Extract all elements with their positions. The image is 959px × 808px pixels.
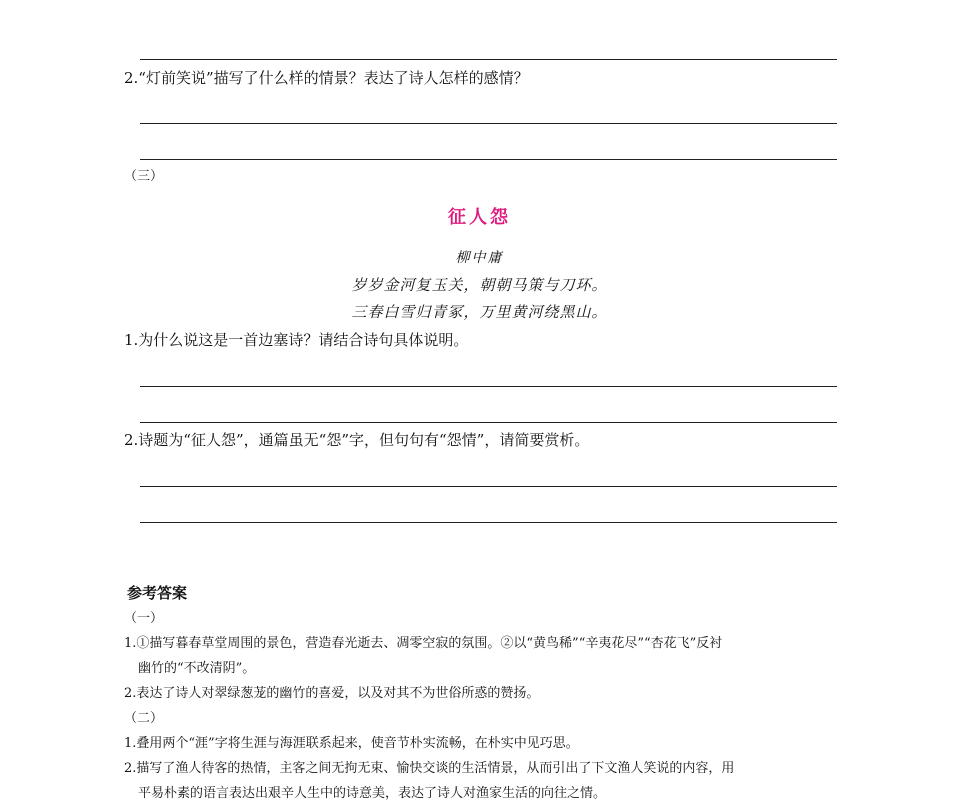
answer-line — [140, 522, 837, 523]
answer-line — [140, 159, 837, 160]
question-part3-q2: 2.诗题为“征人怨”，通篇虽无“怨”字，但句句有“怨情”，请简要赏析。 — [124, 431, 590, 449]
poem-line-2: 三春白雪归青冢，万里黄河绕黑山。 — [351, 303, 608, 321]
answer-line-text: 1.叠用两个“涯”字将生涯与海涯联系起来，使音节朴实流畅，在朴实中见巧思。 — [124, 736, 579, 751]
answer-line-text: 2.描写了渔人待客的热情，主客之间无拘无束、愉快交谈的生活情景，从而引出了下文渔人笑说的内容，用 — [124, 761, 735, 776]
poem-line-1: 岁岁金河复玉关，朝朝马策与刀环。 — [351, 276, 608, 294]
answer-line-text: 2.表达了诗人对翠绿葱茏的幽竹的喜爱，以及对其不为世俗所惑的赞扬。 — [124, 686, 540, 701]
answer-line — [140, 59, 837, 60]
section-label-3: （三） — [124, 169, 164, 184]
answer-line-text: 平易朴素的语言表达出艰辛人生中的诗意美，表达了诗人对渔家生活的向往之情。 — [138, 786, 607, 801]
answer-line — [140, 386, 837, 387]
poem-author: 柳中庸 — [455, 250, 504, 266]
poem-title: 征人怨 — [448, 207, 511, 228]
answer-line-text: 幽竹的“不改清阴”。 — [138, 661, 256, 676]
answers-part2-label: （二） — [124, 711, 164, 726]
answers-part1-label: （一） — [124, 611, 164, 626]
answer-line — [140, 422, 837, 423]
answers-heading: 参考答案 — [127, 584, 188, 602]
answer-line — [140, 123, 837, 124]
answer-line — [140, 486, 837, 487]
question-part3-q1: 1.为什么说这是一首边塞诗？请结合诗句具体说明。 — [124, 331, 469, 349]
answer-line-text: 1.①描写暮春草堂周围的景色，营造春光逝去、凋零空寂的氛围。②以“黄鸟稀”“辛夷花尽”“杏花飞”反衬 — [124, 636, 723, 651]
question-part2-q2: 2.“灯前笑说”描写了什么样的情景？表达了诗人怎样的感情？ — [124, 69, 529, 87]
